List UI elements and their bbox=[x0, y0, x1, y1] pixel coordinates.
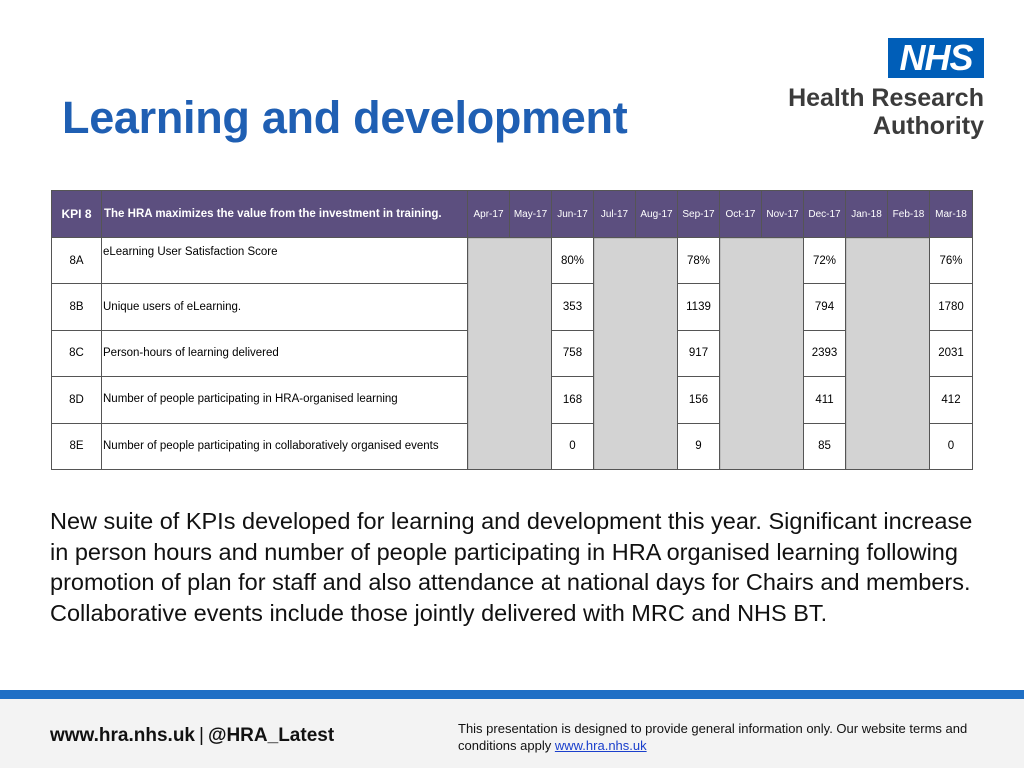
no-data-cell bbox=[468, 238, 552, 470]
month-header: Aug-17 bbox=[636, 191, 678, 238]
no-data-cell bbox=[720, 238, 804, 470]
footer-separator: | bbox=[199, 725, 204, 746]
kpi-id-header: KPI 8 bbox=[52, 191, 102, 238]
value-cell: 412 bbox=[930, 377, 973, 423]
value-cell: 1780 bbox=[930, 284, 973, 330]
value-cell: 72% bbox=[804, 238, 846, 284]
kpi-table bbox=[51, 190, 973, 470]
month-header: Jan-18 bbox=[846, 191, 888, 238]
kpi-row-label: eLearning User Satisfaction Score bbox=[102, 238, 468, 284]
no-data-cell bbox=[846, 238, 930, 470]
value-cell: 80% bbox=[552, 238, 594, 284]
slide-title: Learning and development bbox=[62, 92, 628, 143]
no-data-cell bbox=[594, 238, 678, 470]
value-cell: 85 bbox=[804, 423, 846, 469]
kpi-row-id: 8B bbox=[52, 284, 102, 330]
kpi-table-body bbox=[52, 238, 973, 470]
kpi-row-id: 8D bbox=[52, 377, 102, 423]
footer-disclaimer bbox=[458, 720, 998, 754]
kpi-row-id: 8E bbox=[52, 423, 102, 469]
footer-accent-bar bbox=[0, 690, 1024, 699]
value-cell: 76% bbox=[930, 238, 973, 284]
footer-contact bbox=[50, 725, 334, 747]
value-cell: 1139 bbox=[678, 284, 720, 330]
month-header: Mar-18 bbox=[930, 191, 973, 238]
month-header: Nov-17 bbox=[762, 191, 804, 238]
value-cell: 2031 bbox=[930, 330, 973, 376]
month-header: Feb-18 bbox=[888, 191, 930, 238]
table-row bbox=[52, 238, 973, 284]
footer-site-link[interactable]: www.hra.nhs.uk bbox=[50, 725, 195, 746]
month-header: Jun-17 bbox=[552, 191, 594, 238]
table-header-row bbox=[52, 191, 973, 238]
kpi-row-label: Number of people participating in HRA-organised learning bbox=[102, 377, 468, 423]
kpi-row-label: Number of people participating in collaboratively organised events bbox=[102, 423, 468, 469]
terms-link[interactable]: www.hra.nhs.uk bbox=[554, 738, 647, 753]
value-cell: 156 bbox=[678, 377, 720, 423]
month-header: May-17 bbox=[510, 191, 552, 238]
kpi-row-label: Unique users of eLearning. bbox=[102, 284, 468, 330]
hra-logo bbox=[780, 38, 990, 148]
value-cell: 168 bbox=[552, 377, 594, 423]
value-cell: 411 bbox=[804, 377, 846, 423]
summary-text: New suite of KPIs developed for learning and development this year. Significant increase in person hours and number of people participating in HRA organised learning following promotion of plan for staff and also attendance at national days for Chairs and members. Collaborative events include those jointly delivered with MRC and NHS BT. bbox=[50, 508, 973, 626]
value-cell: 758 bbox=[552, 330, 594, 376]
month-header: Dec-17 bbox=[804, 191, 846, 238]
value-cell: 78% bbox=[678, 238, 720, 284]
month-header: Apr-17 bbox=[468, 191, 510, 238]
value-cell: 2393 bbox=[804, 330, 846, 376]
value-cell: 0 bbox=[930, 423, 973, 469]
footer bbox=[0, 699, 1024, 768]
disclaimer-text: This presentation is designed to provide general information only. Our website terms and conditions apply bbox=[458, 721, 968, 753]
month-header: Jul-17 bbox=[594, 191, 636, 238]
kpi-row-id: 8A bbox=[52, 238, 102, 284]
month-header: Oct-17 bbox=[720, 191, 762, 238]
nhs-badge: NHS bbox=[888, 38, 984, 78]
kpi-description-header: The HRA maximizes the value from the investment in training. bbox=[102, 191, 468, 238]
logo-line-1: Health Research bbox=[788, 84, 984, 112]
value-cell: 917 bbox=[678, 330, 720, 376]
month-header: Sep-17 bbox=[678, 191, 720, 238]
footer-twitter-handle[interactable]: @HRA_Latest bbox=[207, 725, 335, 746]
kpi-row-id: 8C bbox=[52, 330, 102, 376]
logo-line-2: Authority bbox=[872, 112, 984, 140]
value-cell: 794 bbox=[804, 284, 846, 330]
value-cell: 0 bbox=[552, 423, 594, 469]
value-cell: 9 bbox=[678, 423, 720, 469]
value-cell: 353 bbox=[552, 284, 594, 330]
kpi-row-label: Person-hours of learning delivered bbox=[102, 330, 468, 376]
